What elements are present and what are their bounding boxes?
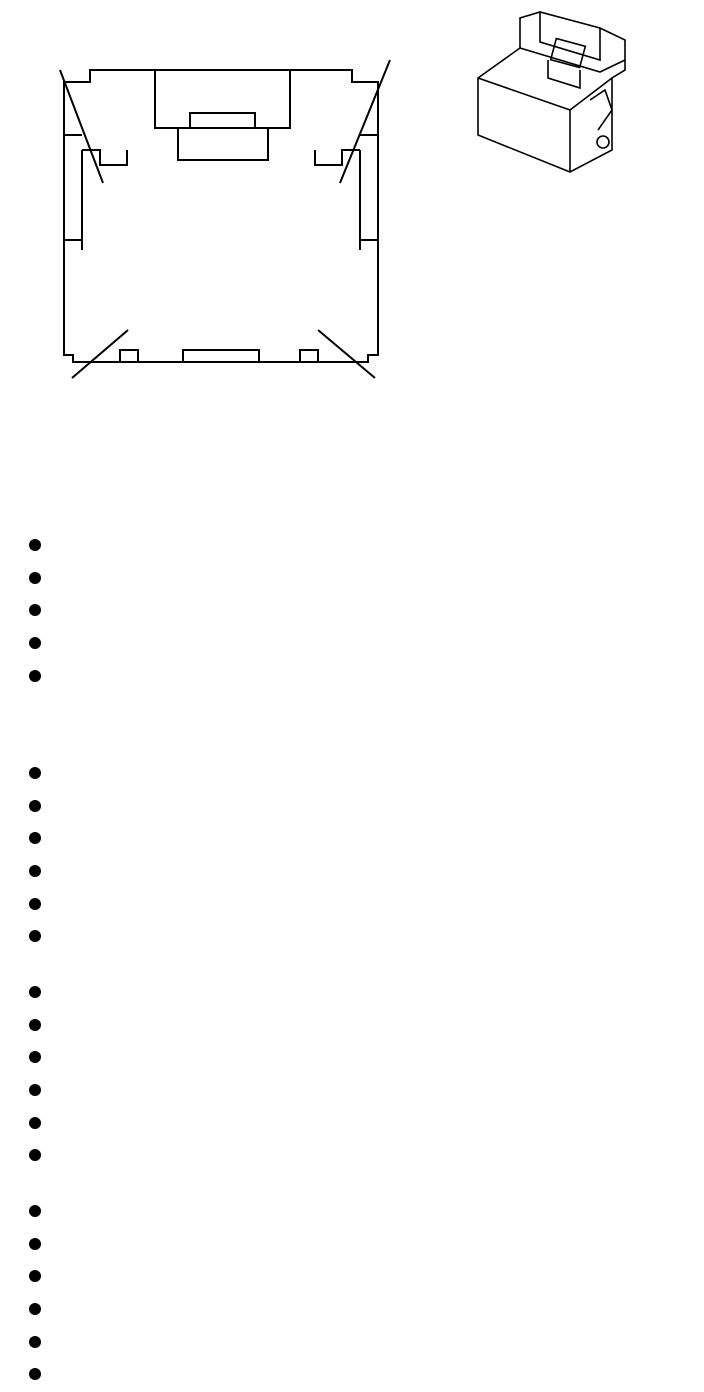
connector-isometric-illustration [478, 12, 625, 172]
inner-wall-left [82, 150, 127, 250]
connector-info-item [0, 593, 61, 626]
latch-inner [178, 128, 268, 160]
terminal-info-item [0, 1292, 61, 1325]
terminal-info-item [0, 975, 61, 1008]
connector-diagram [0, 0, 704, 450]
connector-latch [155, 70, 290, 128]
terminal-info-item [0, 1040, 61, 1073]
terminal-info-item [0, 1106, 61, 1139]
terminal-info-item [0, 1259, 61, 1292]
terminal-group-1 [0, 756, 61, 952]
leader-line-1 [340, 60, 390, 183]
terminal-info-item [0, 789, 61, 822]
terminal-info-item [0, 887, 61, 920]
terminal-group-2 [0, 975, 61, 1171]
terminal-info-item [0, 1227, 61, 1260]
terminal-info-item [0, 1325, 61, 1358]
connector-info-item [0, 528, 61, 561]
terminal-info-item [0, 854, 61, 887]
leader-line-38 [318, 330, 375, 378]
terminal-info-item [0, 1073, 61, 1106]
connector-info-item [0, 659, 61, 692]
connector-info-item [0, 626, 61, 659]
inner-wall-right [315, 150, 360, 250]
terminal-info-item [0, 821, 61, 854]
bottom-key-left [120, 350, 138, 362]
terminal-info-item [0, 1138, 61, 1171]
terminal-info-item [0, 756, 61, 789]
latch-tab [190, 113, 255, 128]
terminal-group-3 [0, 1194, 61, 1390]
terminal-info-item [0, 1194, 61, 1227]
connector-info-item [0, 561, 61, 594]
terminal-info-item [0, 1357, 61, 1390]
terminal-info-item [0, 919, 61, 952]
terminal-info-item [0, 1008, 61, 1041]
bottom-key-center [183, 350, 259, 362]
bottom-key-right [300, 350, 318, 362]
connector-info-list [0, 528, 61, 691]
